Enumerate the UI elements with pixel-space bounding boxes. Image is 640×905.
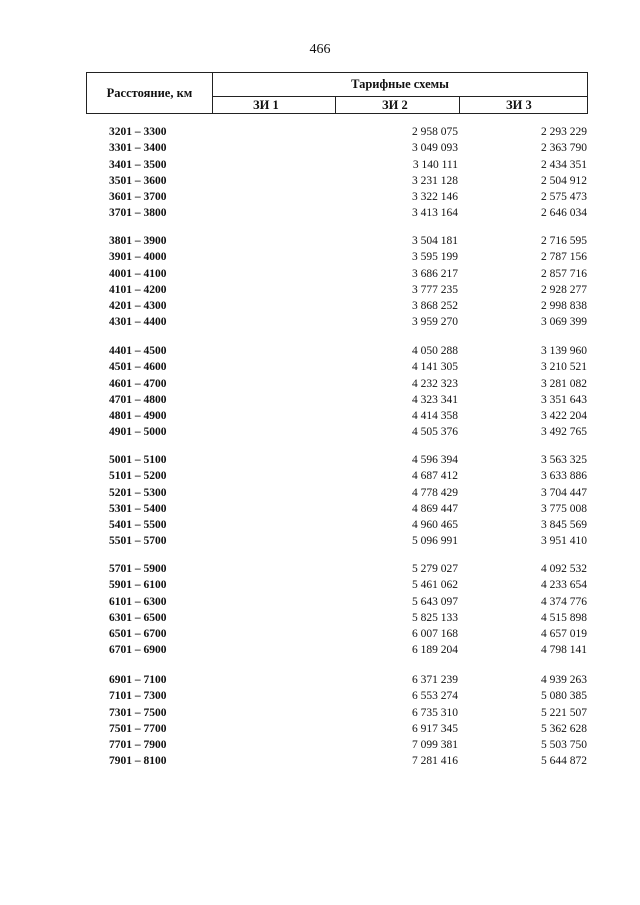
table-row bbox=[0, 157, 640, 173]
distance-range-cell: 3601 – 3700 bbox=[109, 191, 167, 204]
zi2-value-cell: 4 505 376 bbox=[412, 426, 458, 439]
zi3-value-cell: 2 575 473 bbox=[541, 191, 587, 204]
row-group bbox=[0, 452, 640, 550]
zi2-value-cell: 4 141 305 bbox=[412, 361, 458, 374]
zi2-value-cell: 5 096 991 bbox=[412, 535, 458, 548]
zi3-value-cell: 5 503 750 bbox=[541, 739, 587, 752]
distance-range-cell: 5401 – 5500 bbox=[109, 519, 167, 532]
zi3-value-cell: 3 139 960 bbox=[541, 345, 587, 357]
distance-range-cell: 4101 – 4200 bbox=[109, 283, 167, 296]
zi2-value-cell: 4 596 394 bbox=[412, 454, 458, 466]
table-row bbox=[0, 233, 640, 249]
zi2-value-cell: 4 687 412 bbox=[412, 470, 458, 483]
distance-range-cell: 5201 – 5300 bbox=[109, 486, 167, 499]
distance-range-cell: 7101 – 7300 bbox=[109, 690, 167, 703]
table-row bbox=[0, 737, 640, 753]
zi3-value-cell: 2 434 351 bbox=[541, 158, 587, 171]
zi2-value-cell: 6 371 239 bbox=[412, 674, 458, 686]
table-row bbox=[0, 205, 640, 221]
distance-range-cell: 3201 – 3300 bbox=[109, 126, 167, 138]
zi3-value-cell: 3 951 410 bbox=[541, 535, 587, 548]
distance-range-cell: 4601 – 4700 bbox=[109, 377, 167, 390]
distance-range-cell: 6101 – 6300 bbox=[109, 595, 167, 608]
table-row bbox=[0, 376, 640, 392]
zi1-column-header: ЗИ 1 bbox=[213, 97, 336, 113]
distance-range-cell: 5101 – 5200 bbox=[109, 470, 167, 483]
zi3-column-header: ЗИ 3 bbox=[506, 98, 532, 112]
zi3-value-cell: 3 704 447 bbox=[541, 486, 587, 499]
zi3-value-cell: 3 210 521 bbox=[541, 361, 587, 374]
zi2-column-header: ЗИ 2 bbox=[336, 97, 460, 113]
zi2-value-cell: 5 461 062 bbox=[412, 579, 458, 592]
zi2-value-cell: 4 050 288 bbox=[412, 345, 458, 357]
distance-range-cell: 7501 – 7700 bbox=[109, 722, 167, 735]
zi2-value-cell: 7 099 381 bbox=[412, 739, 458, 752]
distance-range-cell: 4801 – 4900 bbox=[109, 410, 167, 423]
zi2-value-cell: 5 279 027 bbox=[412, 563, 458, 575]
zi2-value-cell: 6 553 274 bbox=[412, 690, 458, 703]
distance-range-cell: 3901 – 4000 bbox=[109, 251, 167, 264]
zi2-value-cell: 3 686 217 bbox=[412, 267, 458, 280]
zi2-value-cell: 4 869 447 bbox=[412, 502, 458, 515]
zi2-value-cell: 5 643 097 bbox=[412, 595, 458, 608]
table-row bbox=[0, 314, 640, 330]
zi3-value-cell: 3 281 082 bbox=[541, 377, 587, 390]
table-row bbox=[0, 626, 640, 642]
table-row bbox=[0, 282, 640, 298]
zi3-value-cell: 5 644 872 bbox=[541, 755, 587, 768]
distance-range-cell: 4701 – 4800 bbox=[109, 393, 167, 406]
table-row bbox=[0, 124, 640, 140]
distance-range-cell: 7301 – 7500 bbox=[109, 706, 167, 719]
zi2-value-cell: 6 007 168 bbox=[412, 628, 458, 641]
zi2-value-cell: 3 777 235 bbox=[412, 283, 458, 296]
table-row bbox=[0, 753, 640, 769]
zi3-value-cell: 5 362 628 bbox=[541, 722, 587, 735]
table-row bbox=[0, 140, 640, 156]
table-header bbox=[86, 72, 588, 114]
zi3-value-cell: 4 374 776 bbox=[541, 595, 587, 608]
zi3-value-cell: 3 563 325 bbox=[541, 454, 587, 466]
zi2-value-cell: 3 595 199 bbox=[412, 251, 458, 264]
zi2-value-cell: 3 504 181 bbox=[412, 235, 458, 247]
table-row bbox=[0, 249, 640, 265]
distance-range-cell: 3701 – 3800 bbox=[109, 207, 167, 220]
table-row bbox=[0, 594, 640, 610]
zi3-value-cell: 2 857 716 bbox=[541, 267, 587, 280]
page-number: 466 bbox=[309, 42, 331, 57]
zi3-value-cell: 3 775 008 bbox=[541, 502, 587, 515]
distance-range-cell: 4001 – 4100 bbox=[109, 267, 167, 280]
table-row bbox=[0, 577, 640, 593]
distance-range-cell: 4301 – 4400 bbox=[109, 316, 167, 329]
zi2-value-cell: 4 778 429 bbox=[412, 486, 458, 499]
zi3-value-cell: 2 504 912 bbox=[541, 174, 587, 187]
zi2-value-cell: 4 960 465 bbox=[412, 519, 458, 532]
table-row bbox=[0, 359, 640, 375]
distance-range-cell: 5901 – 6100 bbox=[109, 579, 167, 592]
zi3-value-cell: 2 998 838 bbox=[541, 300, 587, 313]
zi2-value-cell: 3 413 164 bbox=[412, 207, 458, 220]
table-row bbox=[0, 173, 640, 189]
zi3-value-cell: 3 633 886 bbox=[541, 470, 587, 483]
distance-range-cell: 4201 – 4300 bbox=[109, 300, 167, 313]
zi2-value-cell: 7 281 416 bbox=[412, 755, 458, 768]
table-row bbox=[0, 688, 640, 704]
table-row bbox=[0, 266, 640, 282]
table-row bbox=[0, 705, 640, 721]
tariff-schemes-header: Тарифные схемы bbox=[213, 73, 587, 97]
zi3-value-cell: 4 657 019 bbox=[541, 628, 587, 641]
distance-range-cell: 5701 – 5900 bbox=[109, 563, 167, 575]
distance-range-cell: 3501 – 3600 bbox=[109, 174, 167, 187]
zi3-value-cell: 2 716 595 bbox=[541, 235, 587, 247]
zi2-value-cell: 3 868 252 bbox=[412, 300, 458, 313]
distance-range-cell: 6901 – 7100 bbox=[109, 674, 167, 686]
zi2-value-cell: 3 231 128 bbox=[412, 174, 458, 187]
row-group bbox=[0, 561, 640, 659]
zi2-value-cell: 5 825 133 bbox=[412, 611, 458, 624]
zi3-value-cell: 4 092 532 bbox=[541, 563, 587, 575]
zi2-value-cell: 3 322 146 bbox=[412, 191, 458, 204]
zi2-value-cell: 3 049 093 bbox=[412, 142, 458, 155]
table-row bbox=[0, 392, 640, 408]
zi2-value-cell: 4 323 341 bbox=[412, 393, 458, 406]
zi2-value-cell: 6 735 310 bbox=[412, 706, 458, 719]
zi3-value-cell: 4 798 141 bbox=[541, 644, 587, 657]
zi3-value-cell: 4 233 654 bbox=[541, 579, 587, 592]
table-row bbox=[0, 533, 640, 549]
distance-range-cell: 3301 – 3400 bbox=[109, 142, 167, 155]
table-row bbox=[0, 642, 640, 658]
row-group bbox=[0, 343, 640, 441]
distance-range-cell: 4901 – 5000 bbox=[109, 426, 167, 439]
table-row bbox=[0, 189, 640, 205]
distance-range-cell: 5001 – 5100 bbox=[109, 454, 167, 466]
zi3-value-cell: 3 351 643 bbox=[541, 393, 587, 406]
zi3-value-cell: 4 515 898 bbox=[541, 611, 587, 624]
zi3-value-cell: 3 492 765 bbox=[541, 426, 587, 439]
row-group bbox=[0, 672, 640, 770]
distance-range-cell: 3801 – 3900 bbox=[109, 235, 167, 247]
distance-range-cell: 5301 – 5400 bbox=[109, 502, 167, 515]
distance-range-cell: 4501 – 4600 bbox=[109, 361, 167, 374]
row-group bbox=[0, 233, 640, 331]
zi3-value-cell: 3 069 399 bbox=[541, 316, 587, 329]
zi3-value-cell: 3 422 204 bbox=[541, 410, 587, 423]
distance-range-cell: 7901 – 8100 bbox=[109, 755, 167, 768]
distance-range-cell: 4401 – 4500 bbox=[109, 345, 167, 357]
distance-range-cell: 6701 – 6900 bbox=[109, 644, 167, 657]
zi3-value-cell: 2 363 790 bbox=[541, 142, 587, 155]
table-row bbox=[0, 343, 640, 359]
distance-range-cell: 5501 – 5700 bbox=[109, 535, 167, 548]
zi2-value-cell: 6 917 345 bbox=[412, 722, 458, 735]
table-row bbox=[0, 408, 640, 424]
zi3-value-cell: 2 646 034 bbox=[541, 207, 587, 220]
zi2-value-cell: 3 140 111 bbox=[412, 158, 458, 171]
zi3-value-cell: 2 787 156 bbox=[541, 251, 587, 264]
zi2-value-cell: 3 959 270 bbox=[412, 316, 458, 329]
zi2-value-cell: 4 414 358 bbox=[412, 410, 458, 423]
zi3-value-cell: 2 928 277 bbox=[541, 283, 587, 296]
table-row bbox=[0, 517, 640, 533]
table-row bbox=[0, 468, 640, 484]
zi2-value-cell: 4 232 323 bbox=[412, 377, 458, 390]
zi3-value-cell: 3 845 569 bbox=[541, 519, 587, 532]
zi3-value-cell: 2 293 229 bbox=[541, 126, 587, 138]
distance-range-cell: 7701 – 7900 bbox=[109, 739, 167, 752]
table-row bbox=[0, 485, 640, 501]
table-row bbox=[0, 501, 640, 517]
table-row bbox=[0, 721, 640, 737]
table-row bbox=[0, 561, 640, 577]
table-row bbox=[0, 452, 640, 468]
distance-range-cell: 6301 – 6500 bbox=[109, 611, 167, 624]
table-row bbox=[0, 298, 640, 314]
table-row bbox=[0, 610, 640, 626]
zi3-value-cell: 5 221 507 bbox=[541, 706, 587, 719]
zi2-value-cell: 2 958 075 bbox=[412, 126, 458, 138]
table-row bbox=[0, 672, 640, 688]
distance-range-cell: 6501 – 6700 bbox=[109, 628, 167, 641]
table-row bbox=[0, 424, 640, 440]
zi3-value-cell: 4 939 263 bbox=[541, 674, 587, 686]
row-group bbox=[0, 124, 640, 222]
zi3-value-cell: 5 080 385 bbox=[541, 690, 587, 703]
zi2-value-cell: 6 189 204 bbox=[412, 644, 458, 657]
distance-column-header: Расстояние, км bbox=[87, 73, 213, 113]
distance-range-cell: 3401 – 3500 bbox=[109, 158, 167, 171]
